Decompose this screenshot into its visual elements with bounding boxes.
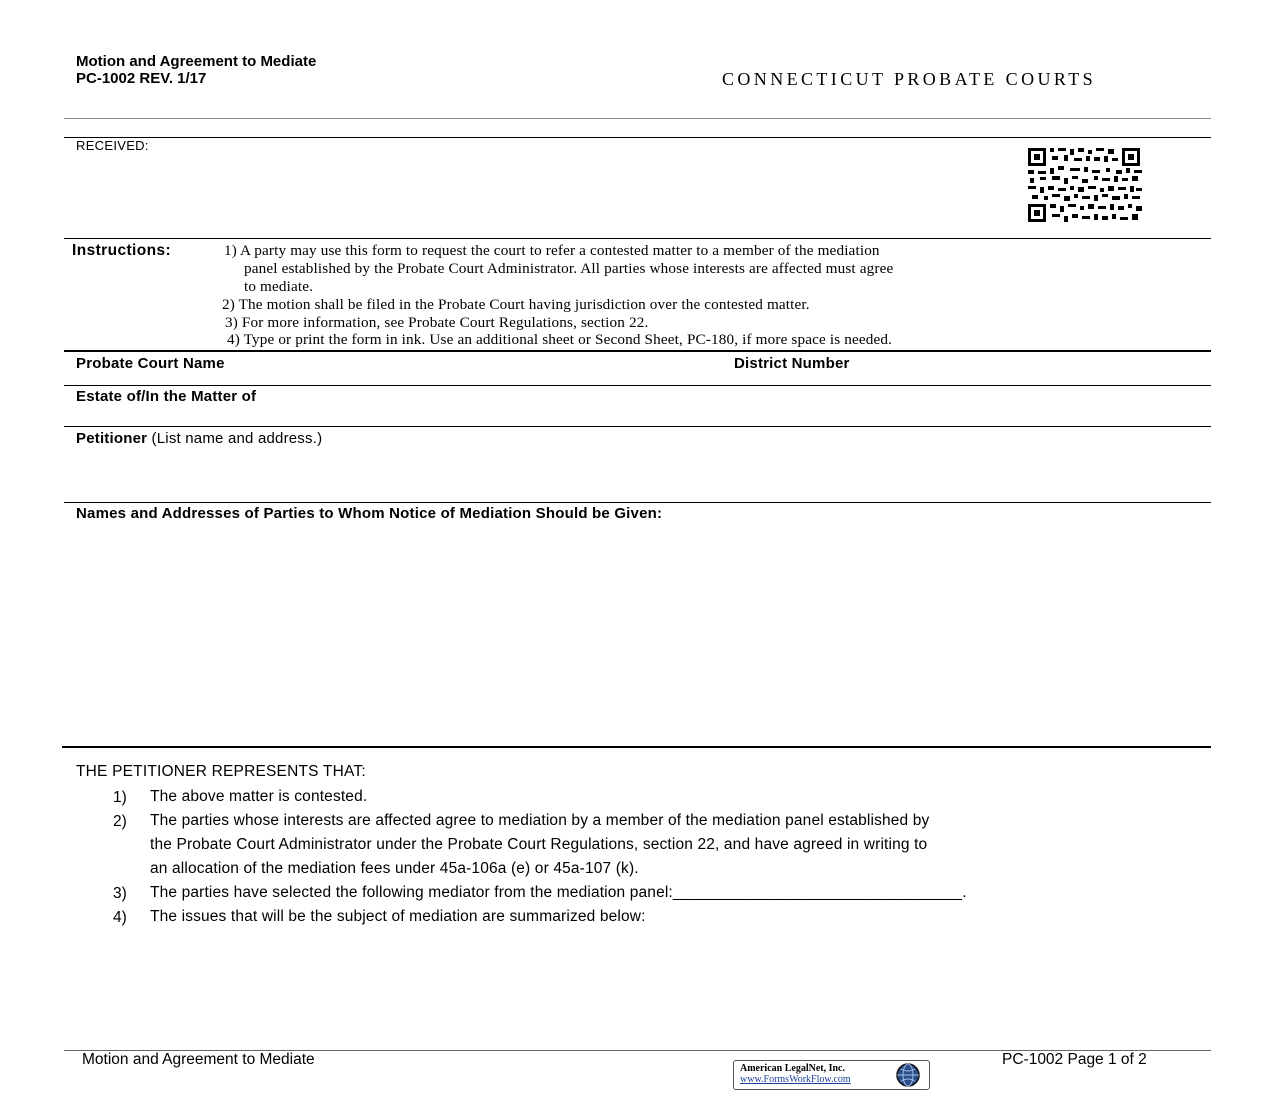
petitioner-field[interactable] <box>76 430 322 447</box>
instruction-line: to mediate. <box>244 278 314 295</box>
header-divider-thin <box>64 118 1211 119</box>
item-number: 4) <box>113 909 127 926</box>
form-title: Motion and Agreement to Mediate <box>76 53 317 70</box>
qr-code-icon <box>1026 146 1144 224</box>
district-number-field[interactable]: District Number <box>734 355 850 372</box>
header-divider <box>64 137 1211 138</box>
footer-form-title: Motion and Agreement to Mediate <box>82 1051 315 1068</box>
item-number: 1) <box>113 789 127 806</box>
logo-url[interactable]: www.FormsWorkFlow.com <box>740 1074 851 1085</box>
instructions-bottom-divider <box>64 350 1211 352</box>
petitioner-label: Petitioner <box>76 430 148 447</box>
item-text: The parties whose interests are affected agree to mediation by a member of the mediation panel established by <box>150 812 930 829</box>
represents-heading: THE PETITIONER REPRESENTS THAT: <box>76 763 366 780</box>
instruction-line: 4) Type or print the form in ink. Use an additional sheet or Second Sheet, PC-180, if more space is needed. <box>227 331 893 348</box>
received-label: RECEIVED: <box>76 138 149 153</box>
court-name-field[interactable]: Probate Court Name <box>76 355 225 372</box>
item-text: an allocation of the mediation fees under 45a-106a (e) or 45a-107 (k). <box>150 860 639 877</box>
estate-field[interactable]: Estate of/In the Matter of <box>76 388 257 405</box>
agency-title: CONNECTICUT PROBATE COURTS <box>722 69 1097 89</box>
instructions-divider <box>64 238 1211 239</box>
instruction-line: 3) For more information, see Probate Court Regulations, section 22. <box>225 314 649 331</box>
parties-divider <box>62 746 1211 748</box>
item-text: The above matter is contested. <box>150 788 368 805</box>
globe-icon <box>891 1062 925 1088</box>
item-number: 2) <box>113 813 127 830</box>
logo-company: American LegalNet, Inc. <box>740 1063 845 1074</box>
instruction-line: 1) A party may use this form to request the court to refer a contested matter to a member of the mediation <box>224 242 880 259</box>
petitioner-note: (List name and address.) <box>147 430 323 447</box>
form-number: PC-1002 REV. 1/17 <box>76 70 207 87</box>
instruction-line: panel established by the Probate Court Administrator. All parties whose interests are affected must agree <box>244 260 894 277</box>
estate-divider <box>64 426 1211 427</box>
court-divider <box>64 385 1211 386</box>
item-text: the Probate Court Administrator under the Probate Court Regulations, section 22, and have agreed in writing to <box>150 836 928 853</box>
footer-page-number: PC-1002 Page 1 of 2 <box>1002 1051 1147 1068</box>
instructions-label: Instructions: <box>72 242 172 259</box>
instruction-line: 2) The motion shall be filed in the Probate Court having jurisdiction over the contested matter. <box>222 296 810 313</box>
parties-field[interactable]: Names and Addresses of Parties to Whom Notice of Mediation Should be Given: <box>76 505 663 522</box>
mediator-field[interactable]: The parties have selected the following mediator from the mediation panel:_________________________________. <box>150 884 967 901</box>
item-text: The issues that will be the subject of mediation are summarized below: <box>150 908 646 925</box>
item-number: 3) <box>113 885 127 902</box>
petitioner-divider <box>64 502 1211 503</box>
